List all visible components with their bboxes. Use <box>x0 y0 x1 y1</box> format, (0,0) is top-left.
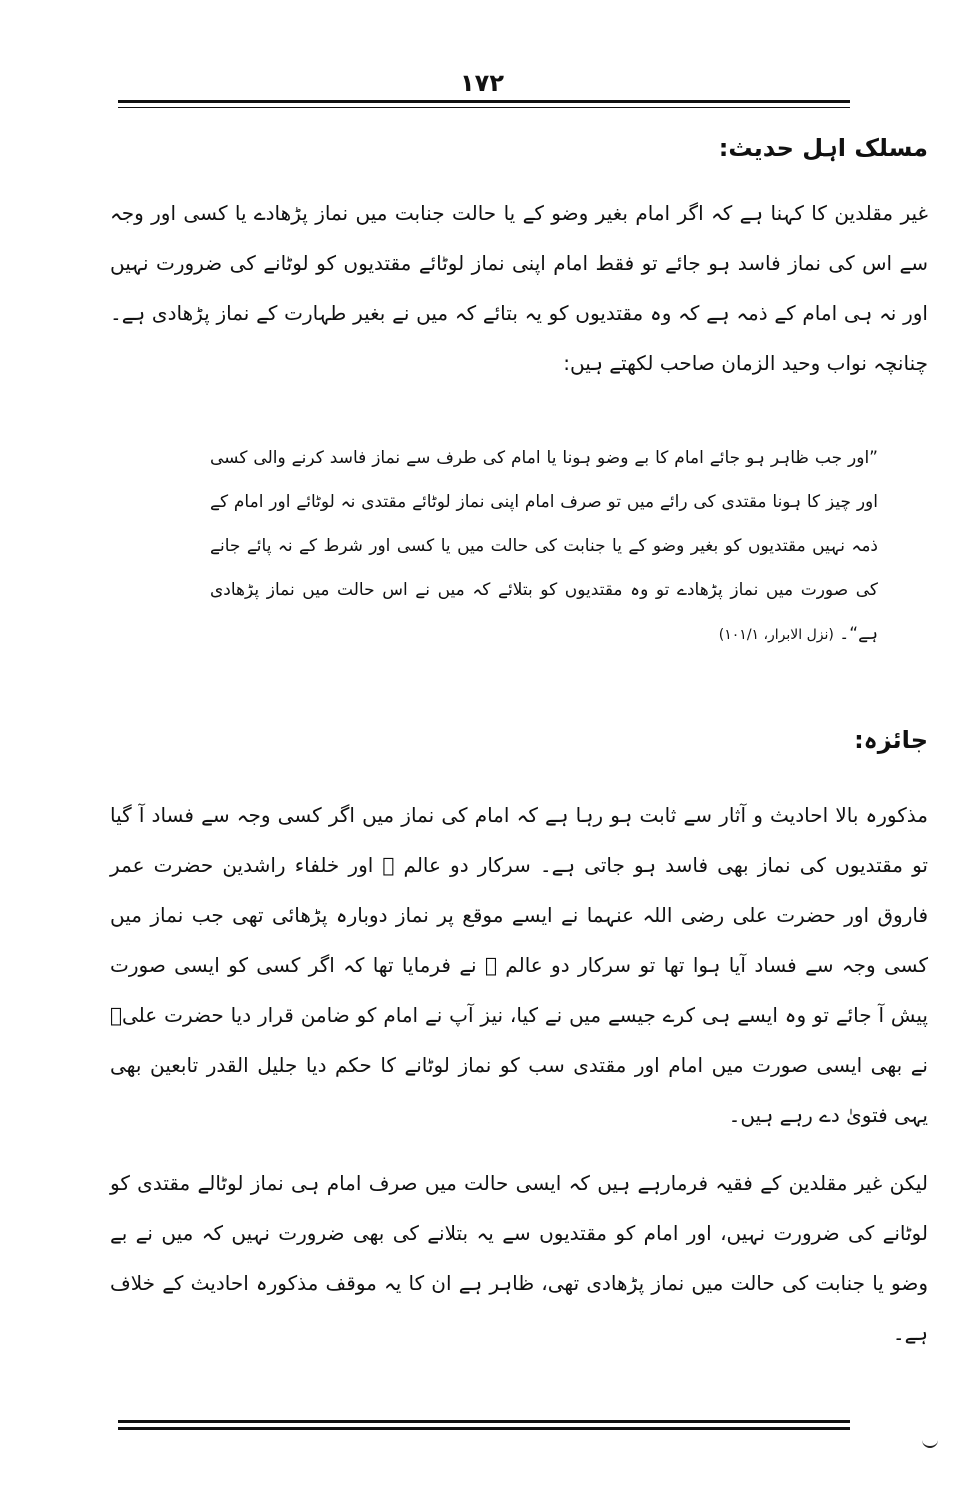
section-heading-jaiza: جائزہ: <box>854 726 928 754</box>
intro-paragraph: غیر مقلدین کا کہنا ہے کہ اگر امام بغیر وضو کے یا حالت جنابت میں نماز پڑھادے یا کسی اور وجہ سے اس کی نماز فاسد ہو جائے تو فقط امام اپنی نماز لوٹائے مقتدیوں کو لوٹانے کی ضرورت نہیں اور نہ ہی امام کے ذمہ ہے کہ وہ مقتدیوں کو یہ بتائے کہ میں نے بغیر طہارت کے نماز پڑھادی ہے۔ چنانچہ نواب وحید الزمان صاحب لکھتے ہیں: <box>110 201 928 375</box>
catchword-mark <box>922 1440 938 1448</box>
footer-divider <box>118 1420 850 1430</box>
quote-text: ”اور جب ظاہر ہو جائے امام کا بے وضو ہونا یا امام کی طرف سے نماز فاسد کرنے والی کسی اور چیز کا ہونا مقتدی کی رائے میں تو صرف امام اپنی نماز لوٹائے مقتدی نہ لوٹائے اور امام کے ذمہ نہیں مقتدیوں کو بغیر وضو کے یا جنابت کی حالت میں یا کسی اور شرط کے نہ پائے جانے کی صورت میں نماز پڑھادے تو وہ مقتدیوں کو بتلائے کہ میں نے اس حالت میں نماز پڑھادی ہے“۔ <box>210 448 878 644</box>
section-heading-ahl-e-hadith: مسلک اہل حدیث: <box>718 134 928 162</box>
page-number: ۱۷۲ <box>460 69 504 97</box>
analysis-paragraph: مذکورہ بالا احادیث و آثار سے ثابت ہو رہا ہے کہ امام کی نماز میں اگر کسی وجہ سے فساد آ گیا تو مقتدیوں کی نماز بھی فاسد ہو جاتی ہے۔ سرکار دو عالم ﷺ اور خلفاء راشدین حضرت عمر فاروق اور حضرت علی رضی اللہ عنہما نے ایسے موقع پر نماز دوبارہ پڑھائی تھی جب نماز میں کسی وجہ سے فساد آیا ہوا تھا تو سرکار دو عالم ﷺ نے فرمایا تھا کہ اگر کسی کو ایسی صورت پیش آ جائے تو وہ ایسے ہی کرے جیسے میں نے کیا، نیز آپ نے امام کو ضامن قرار دیا حضرت علیؓ نے بھی ایسی صورت میں امام اور مقتدی سب کو نماز لوٹانے کا حکم دیا جلیل القدر تابعین بھی یہی فتویٰ دے رہے ہیں۔ <box>110 803 929 1127</box>
block-quote <box>210 436 878 657</box>
conclusion-paragraph: لیکن غیر مقلدین کے فقیہ فرمارہے ہیں کہ ایسی حالت میں صرف امام ہی نماز لوٹالے مقتدی کو لوٹانے کی ضرورت نہیں، اور امام کو مقتدیوں سے یہ بتلانے کی بھی ضرورت نہیں کہ میں نے بے وضو یا جنابت کی حالت میں نماز پڑھادی تھی، ظاہر ہے ان کا یہ موقف مذکورہ احادیث کے خلاف ہے۔ <box>110 1171 928 1345</box>
header-divider <box>118 100 850 108</box>
quote-citation: (نزل الابرار، ۱۰۱/۱) <box>718 627 834 643</box>
